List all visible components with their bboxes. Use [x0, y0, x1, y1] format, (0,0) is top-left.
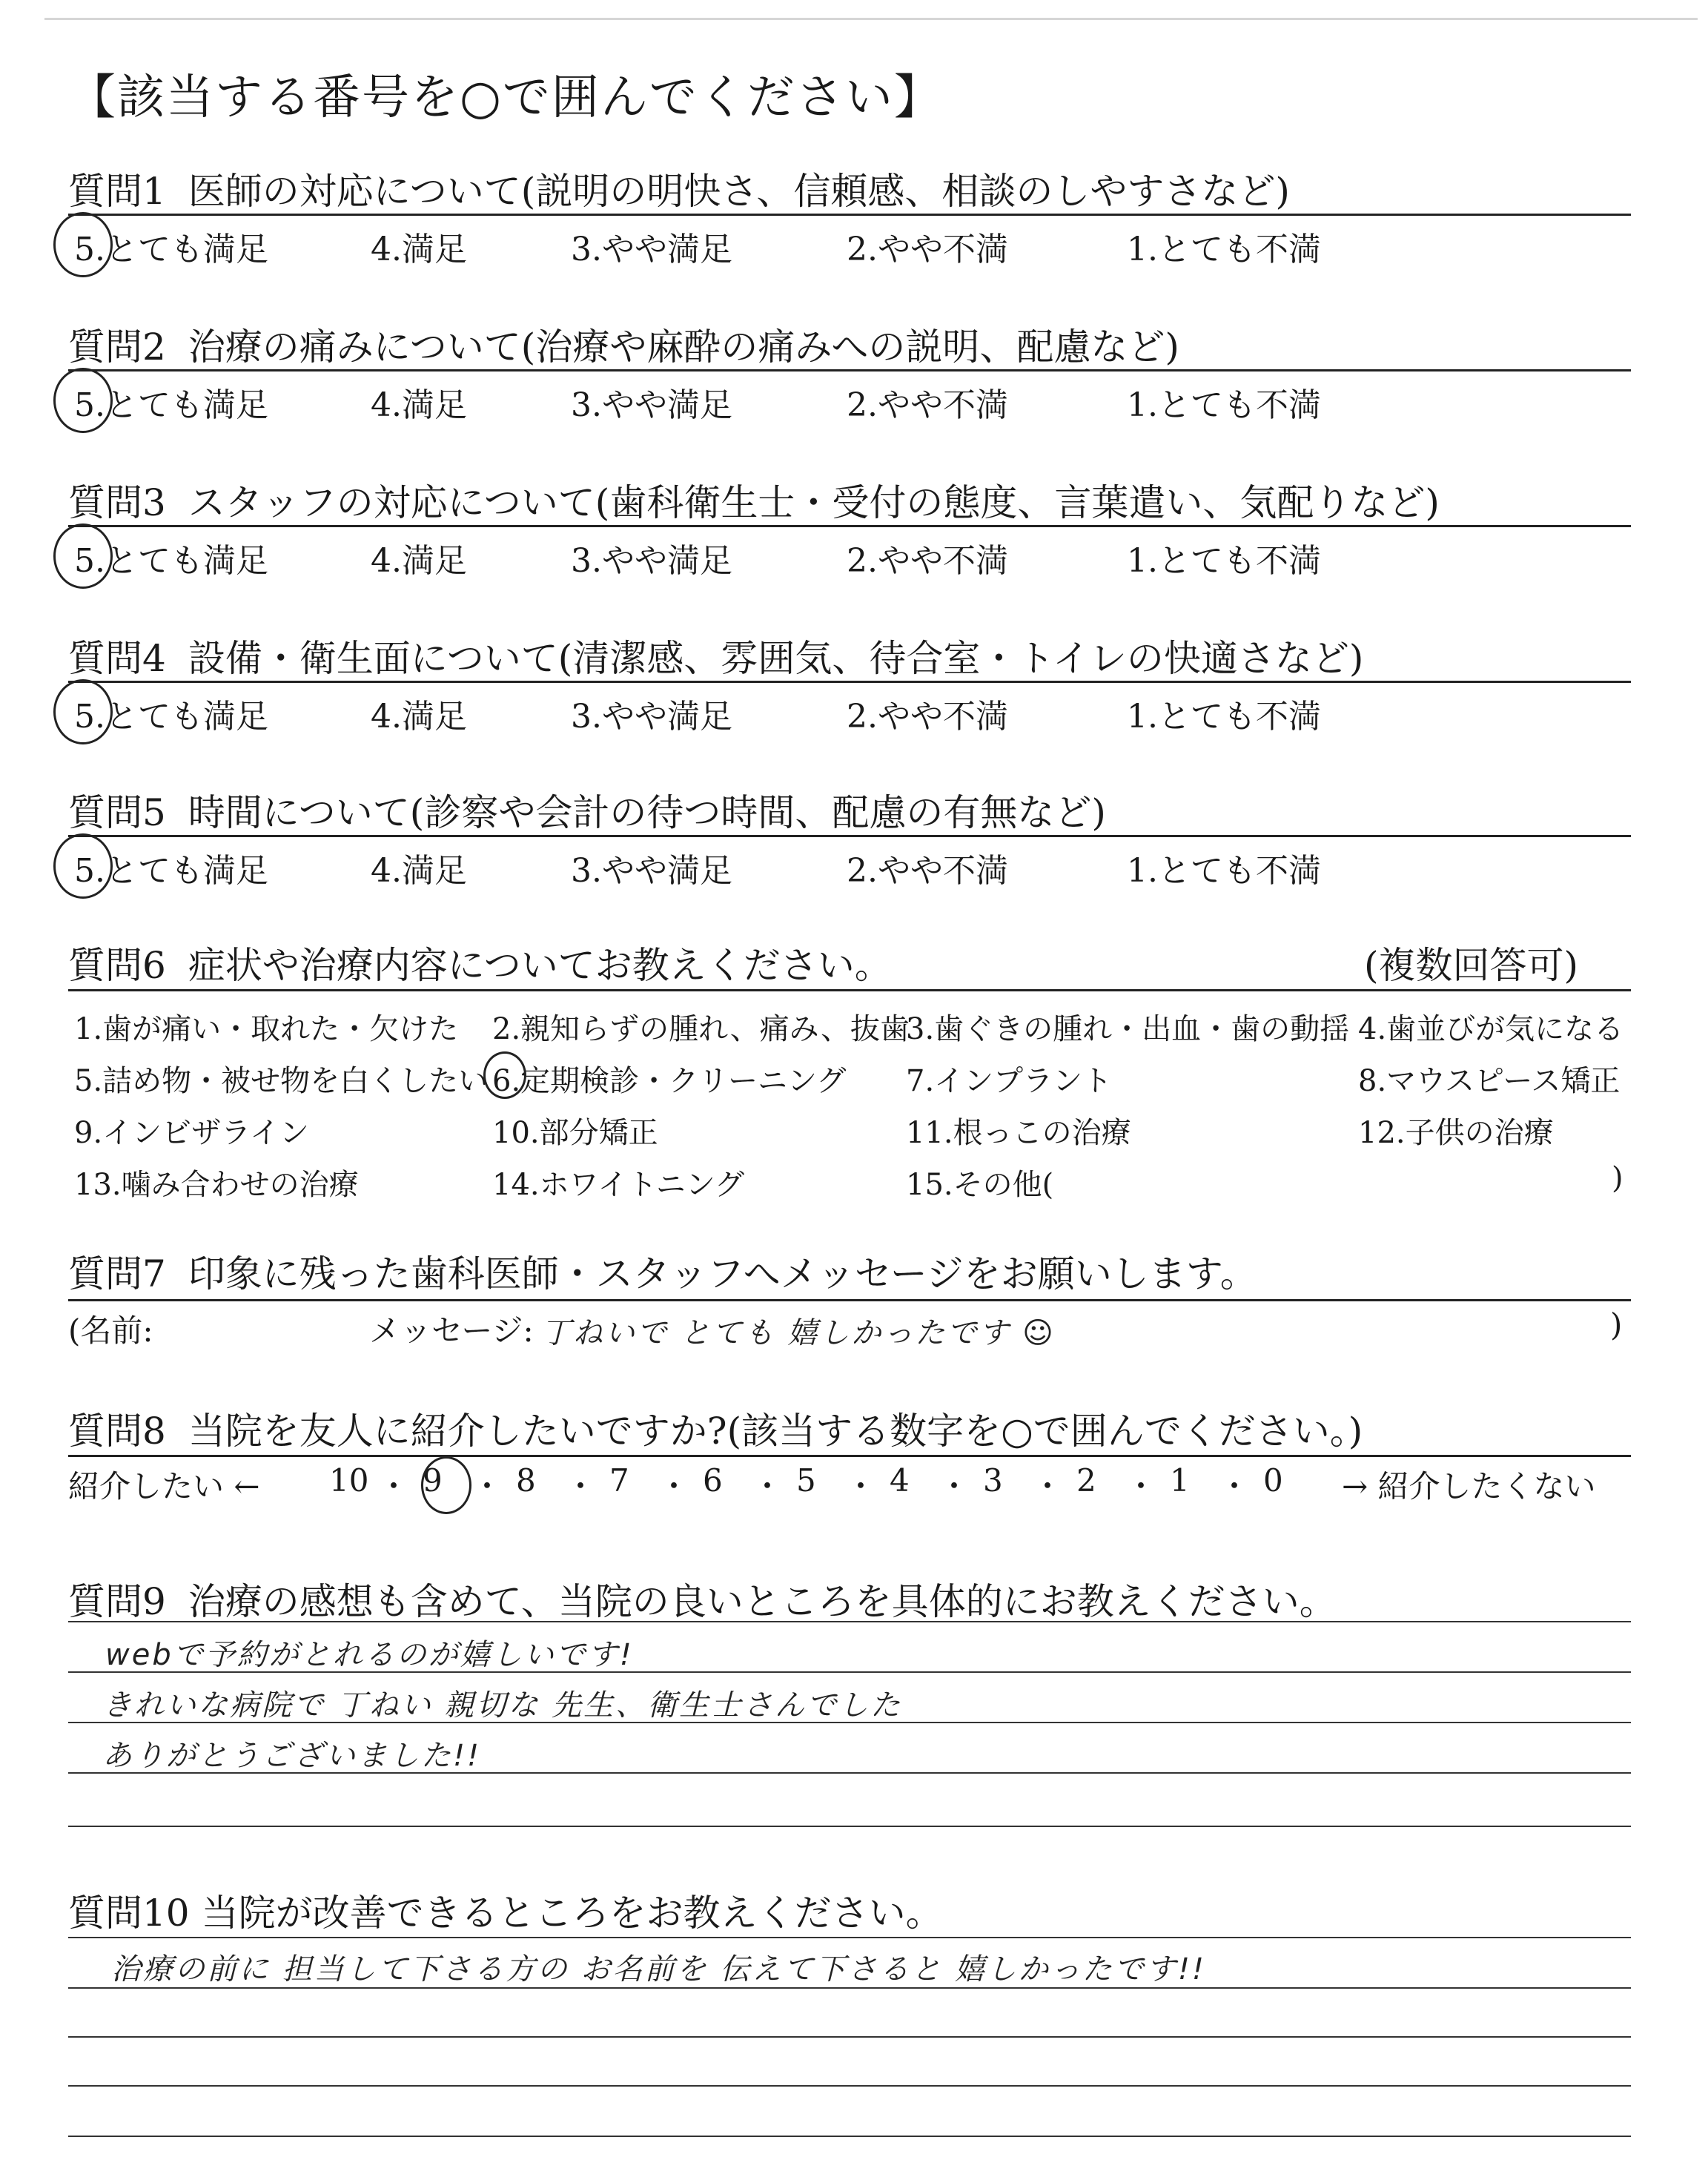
q8-scale-3: 3 — [983, 1462, 1003, 1499]
q9-rule-5 — [68, 1826, 1631, 1827]
q8-right-label: → 紹介したくない — [1342, 1468, 1596, 1505]
q8-label: 質問8 — [68, 1410, 166, 1453]
q10-rule-5 — [68, 2136, 1631, 2137]
q4-option-5: 5.とても満足 — [74, 698, 268, 736]
q8-separator-dot: ・ — [1219, 1468, 1251, 1505]
q9-answer-line-1: webで予約がとれるのが嬉しいです! — [105, 1638, 634, 1672]
q3-header — [68, 473, 1440, 526]
q8-header — [68, 1401, 1363, 1455]
q2-header — [68, 317, 1179, 371]
q5-rule — [68, 835, 1631, 837]
q8-separator-dot: ・ — [1032, 1468, 1064, 1505]
q2-option-4: 4.満足 — [371, 386, 467, 424]
q6-text: 症状や治療内容についてお教えください。 — [188, 944, 892, 987]
q6-item-8: 8.マウスピース矯正 — [1358, 1064, 1621, 1098]
q4-rule — [68, 681, 1631, 683]
q2-option-2: 2.やや不満 — [847, 386, 1008, 424]
q4-option-4: 4.満足 — [371, 698, 467, 736]
q9-rule-1 — [68, 1621, 1631, 1622]
q1-header — [68, 162, 1290, 215]
q6-item-6: 6.定期検診・クリーニング — [492, 1064, 847, 1098]
q6-label: 質問6 — [68, 944, 166, 987]
q6-item-7: 7.インプラント — [906, 1064, 1113, 1098]
q10-text: 当院が改善できるところをお教えください。 — [201, 1892, 943, 1935]
q5-header — [68, 783, 1106, 836]
q8-text: 当院を友人に紹介したいですか?(該当する数字を○で囲んでください。) — [188, 1410, 1363, 1453]
q6-item-14: 14.ホワイトニング — [492, 1168, 745, 1202]
q8-separator-dot: ・ — [658, 1468, 690, 1505]
q6-item-4: 4.歯並びが気になる — [1358, 1012, 1624, 1046]
top-border — [44, 18, 1698, 20]
q5-option-2: 2.やや不満 — [847, 852, 1008, 890]
q6-item-12: 12.子供の治療 — [1358, 1116, 1554, 1150]
q8-scale-9: 9 — [423, 1462, 443, 1499]
q6-item-11: 11.根っこの治療 — [906, 1116, 1131, 1150]
q10-rule-1 — [68, 1937, 1631, 1938]
q4-selection-circle — [53, 679, 113, 744]
page-title: 【該当する番号を○で囲んでください】 — [68, 70, 943, 125]
q8-separator-dot: ・ — [752, 1468, 784, 1505]
q5-selection-circle — [53, 833, 113, 899]
q9-label: 質問9 — [68, 1580, 166, 1623]
q6-selection-circle — [483, 1051, 526, 1099]
q1-rule — [68, 214, 1631, 216]
q5-text: 時間について(診察や会計の待つ時間、配慮の有無など) — [188, 791, 1106, 834]
q6-item-9: 9.インビザライン — [74, 1116, 309, 1150]
q8-scale-10: 10 — [329, 1462, 369, 1499]
q6-item-10: 10.部分矯正 — [492, 1116, 658, 1150]
q2-option-1: 1.とても不満 — [1127, 386, 1321, 424]
q8-selection-circle — [421, 1456, 471, 1514]
q6-rule — [68, 989, 1631, 991]
q7-message-value: 丁ねいで とても 嬉しかったです ☺ — [541, 1316, 1056, 1350]
q8-scale-6: 6 — [703, 1462, 723, 1499]
q3-rule — [68, 525, 1631, 527]
q6-item-3: 3.歯ぐきの腫れ・出血・歯の動揺 — [906, 1012, 1350, 1046]
q4-option-2: 2.やや不満 — [847, 698, 1008, 736]
q10-rule-3 — [68, 2036, 1631, 2038]
q9-text: 治療の感想も含めて、当院の良いところを具体的にお教えください。 — [188, 1580, 1337, 1623]
q2-label: 質問2 — [68, 326, 166, 369]
q8-scale-0: 0 — [1263, 1462, 1283, 1499]
q7-rule — [68, 1299, 1631, 1301]
q6-item-15-close-paren: ) — [1612, 1161, 1623, 1195]
q6-item-1: 1.歯が痛い・取れた・欠けた — [74, 1012, 459, 1046]
q8-scale-2: 2 — [1076, 1462, 1096, 1499]
q3-option-1: 1.とても不満 — [1127, 542, 1321, 580]
q5-option-1: 1.とても不満 — [1127, 852, 1321, 890]
q4-header — [68, 629, 1363, 682]
q6-item-5: 5.詰め物・被せ物を白くしたい — [74, 1064, 489, 1098]
q4-option-1: 1.とても不満 — [1127, 698, 1321, 736]
q8-separator-dot: ・ — [378, 1468, 410, 1505]
q2-text: 治療の痛みについて(治療や麻酔の痛みへの説明、配慮など) — [188, 326, 1179, 369]
q10-header — [68, 1883, 943, 1937]
q8-scale-4: 4 — [890, 1462, 910, 1499]
q8-scale-7: 7 — [609, 1462, 629, 1499]
q8-rule — [68, 1455, 1631, 1457]
q8-scale-1: 1 — [1170, 1462, 1190, 1499]
q10-answer-line-1: 治療の前に 担当して下さる方の お名前を 伝えて下さると 嬉しかったです!! — [111, 1952, 1206, 1986]
q9-header — [68, 1572, 1337, 1625]
q1-selection-circle — [53, 212, 113, 277]
q2-option-3: 3.やや満足 — [571, 386, 732, 424]
q3-text: スタッフの対応について(歯科衛生士・受付の態度、言葉遣い、気配りなど) — [188, 481, 1440, 524]
q4-label: 質問4 — [68, 637, 166, 680]
q5-option-4: 4.満足 — [371, 852, 467, 890]
q6-item-2: 2.親知らずの腫れ、痛み、抜歯 — [492, 1012, 910, 1046]
q1-option-5: 5.とても満足 — [74, 231, 268, 268]
q2-option-5: 5.とても満足 — [74, 386, 268, 424]
q3-selection-circle — [53, 524, 113, 589]
q7-text: 印象に残った歯科医師・スタッフへメッセージをお願いします。 — [188, 1252, 1257, 1295]
q1-label: 質問1 — [68, 170, 166, 213]
q7-header — [68, 1244, 1257, 1298]
q8-separator-dot: ・ — [565, 1468, 597, 1505]
q3-option-4: 4.満足 — [371, 542, 467, 580]
q10-rule-4 — [68, 2085, 1631, 2087]
q2-rule — [68, 369, 1631, 371]
q8-scale-5: 5 — [796, 1462, 816, 1499]
q5-option-5: 5.とても満足 — [74, 852, 268, 890]
q6-note: (複数回答可) — [1364, 944, 1579, 987]
q1-text: 医師の対応について(説明の明快さ、信頼感、相談のしやすさなど) — [188, 170, 1290, 213]
q8-scale-8: 8 — [516, 1462, 536, 1499]
q9-answer-line-3: ありがとうございました!! — [102, 1739, 482, 1773]
q3-option-2: 2.やや不満 — [847, 542, 1008, 580]
q7-close-paren: ) — [1610, 1307, 1623, 1343]
q3-label: 質問3 — [68, 481, 166, 524]
q6-item-15: 15.その他( — [906, 1168, 1054, 1202]
q8-separator-dot: ・ — [1125, 1468, 1157, 1505]
q6-header — [68, 936, 892, 989]
q8-left-label: 紹介したい ← — [68, 1468, 260, 1505]
q1-option-2: 2.やや不満 — [847, 231, 1008, 268]
q6-item-13: 13.噛み合わせの治療 — [74, 1168, 359, 1202]
q5-option-3: 3.やや満足 — [571, 852, 732, 890]
q2-selection-circle — [53, 368, 113, 433]
q3-option-5: 5.とても満足 — [74, 542, 268, 580]
q7-message-label: メッセージ: — [369, 1312, 534, 1349]
q7-name-label: (名前: — [68, 1312, 153, 1349]
q5-label: 質問5 — [68, 791, 166, 834]
q4-text: 設備・衛生面について(清潔感、雰囲気、待合室・トイレの快適さなど) — [188, 637, 1364, 680]
q1-option-4: 4.満足 — [371, 231, 467, 268]
q10-label: 質問10 — [68, 1892, 190, 1935]
q3-option-3: 3.やや満足 — [571, 542, 732, 580]
q8-separator-dot: ・ — [845, 1468, 877, 1505]
q1-option-3: 3.やや満足 — [571, 231, 732, 268]
q9-answer-line-2: きれいな病院で 丁ねい 親切な 先生、衛生士さんでした — [102, 1688, 903, 1723]
q1-option-1: 1.とても不満 — [1127, 231, 1321, 268]
q8-separator-dot: ・ — [471, 1468, 503, 1505]
q7-label: 質問7 — [68, 1252, 166, 1295]
q8-separator-dot: ・ — [939, 1468, 970, 1505]
q4-option-3: 3.やや満足 — [571, 698, 732, 736]
